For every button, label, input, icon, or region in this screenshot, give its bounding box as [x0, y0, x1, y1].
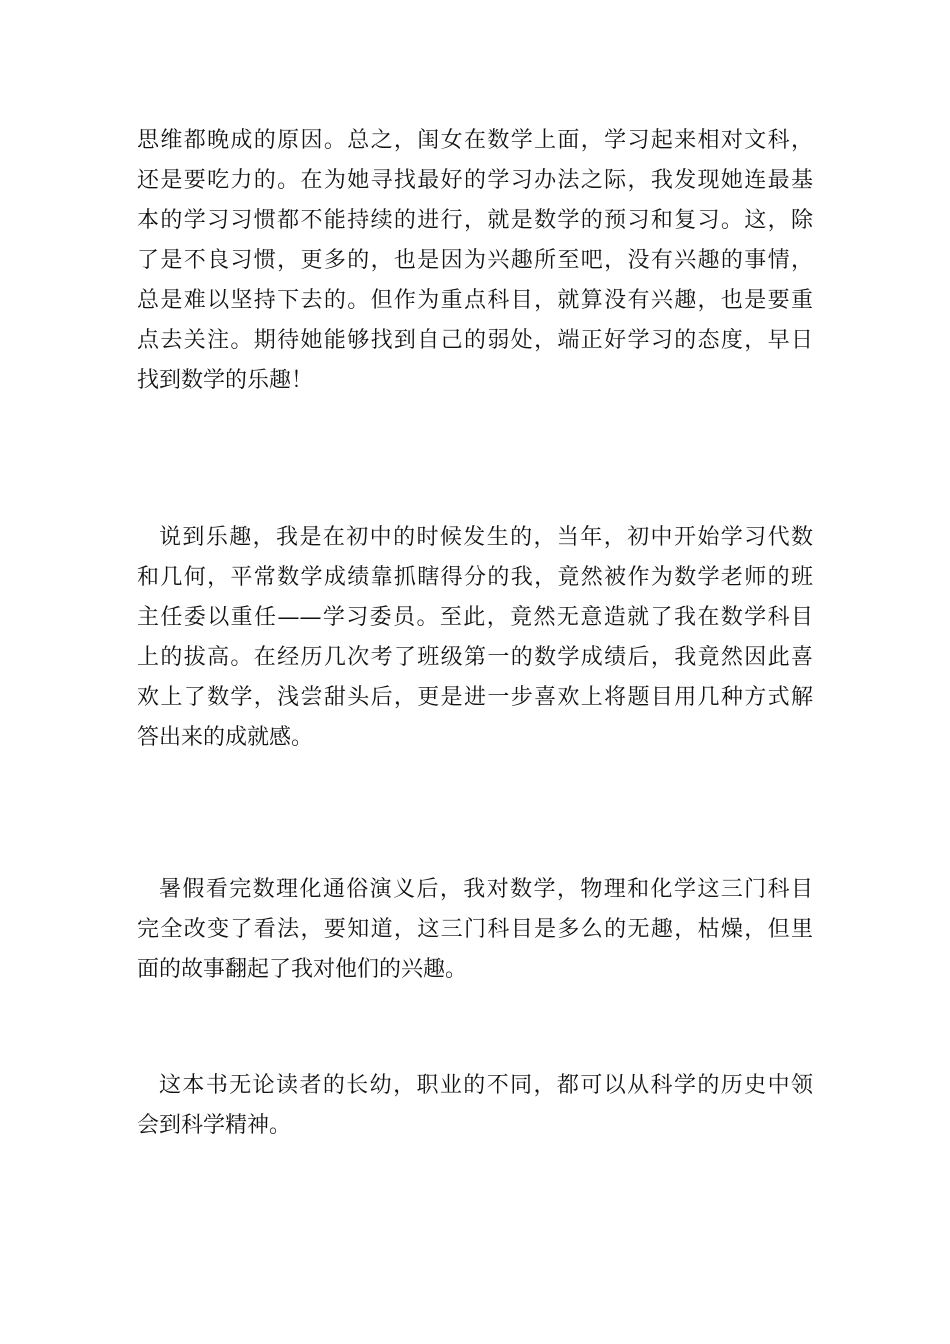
paragraph-line: 总是难以坚持下去的。但作为重点科目，就算没有兴趣，也是要重: [137, 288, 813, 313]
paragraph-line: 了是不良习惯，更多的，也是因为兴趣所至吧，没有兴趣的事情，: [137, 248, 813, 273]
paragraph-3: [137, 870, 813, 990]
paragraph-line: 答出来的成就感。: [137, 725, 314, 750]
paragraph-line: 这本书无论读者的长幼，职业的不同，都可以从科学的历史中领: [159, 1073, 813, 1098]
paragraph-line: 面的故事翻起了我对他们的兴趣。: [137, 957, 468, 982]
paragraph-line: 思维都晚成的原因。总之，闺女在数学上面，学习起来相对文科，: [137, 128, 813, 153]
paragraph-line: 主任委以重任——学习委员。至此，竟然无意造就了我在数学科目: [137, 605, 813, 630]
paragraph-line: 完全改变了看法，要知道，这三门科目是多么的无趣，枯燥，但里: [137, 917, 813, 942]
paragraph-line: 找到数学的乐趣！: [137, 368, 314, 393]
paragraph-1: [137, 121, 813, 401]
paragraph-4: [137, 1066, 813, 1146]
paragraph-2: [137, 518, 813, 758]
paragraph-line: 上的拔高。在经历几次考了班级第一的数学成绩后，我竟然因此喜: [137, 645, 813, 670]
paragraph-line: 和几何，平常数学成绩靠抓瞎得分的我，竟然被作为数学老师的班: [137, 565, 813, 590]
paragraph-line: 说到乐趣，我是在初中的时候发生的，当年，初中开始学习代数: [159, 525, 813, 550]
paragraph-line: 欢上了数学，浅尝甜头后，更是进一步喜欢上将题目用几种方式解: [137, 685, 813, 710]
paragraph-line: 本的学习习惯都不能持续的进行，就是数学的预习和复习。这，除: [137, 208, 813, 233]
paragraph-line: 还是要吃力的。在为她寻找最好的学习办法之际，我发现她连最基: [137, 168, 813, 193]
paragraph-line: 会到科学精神。: [137, 1113, 292, 1138]
paragraph-line: 点去关注。期待她能够找到自己的弱处，端正好学习的态度，早日: [137, 328, 813, 353]
paragraph-line: 暑假看完数理化通俗演义后，我对数学，物理和化学这三门科目: [159, 877, 813, 902]
